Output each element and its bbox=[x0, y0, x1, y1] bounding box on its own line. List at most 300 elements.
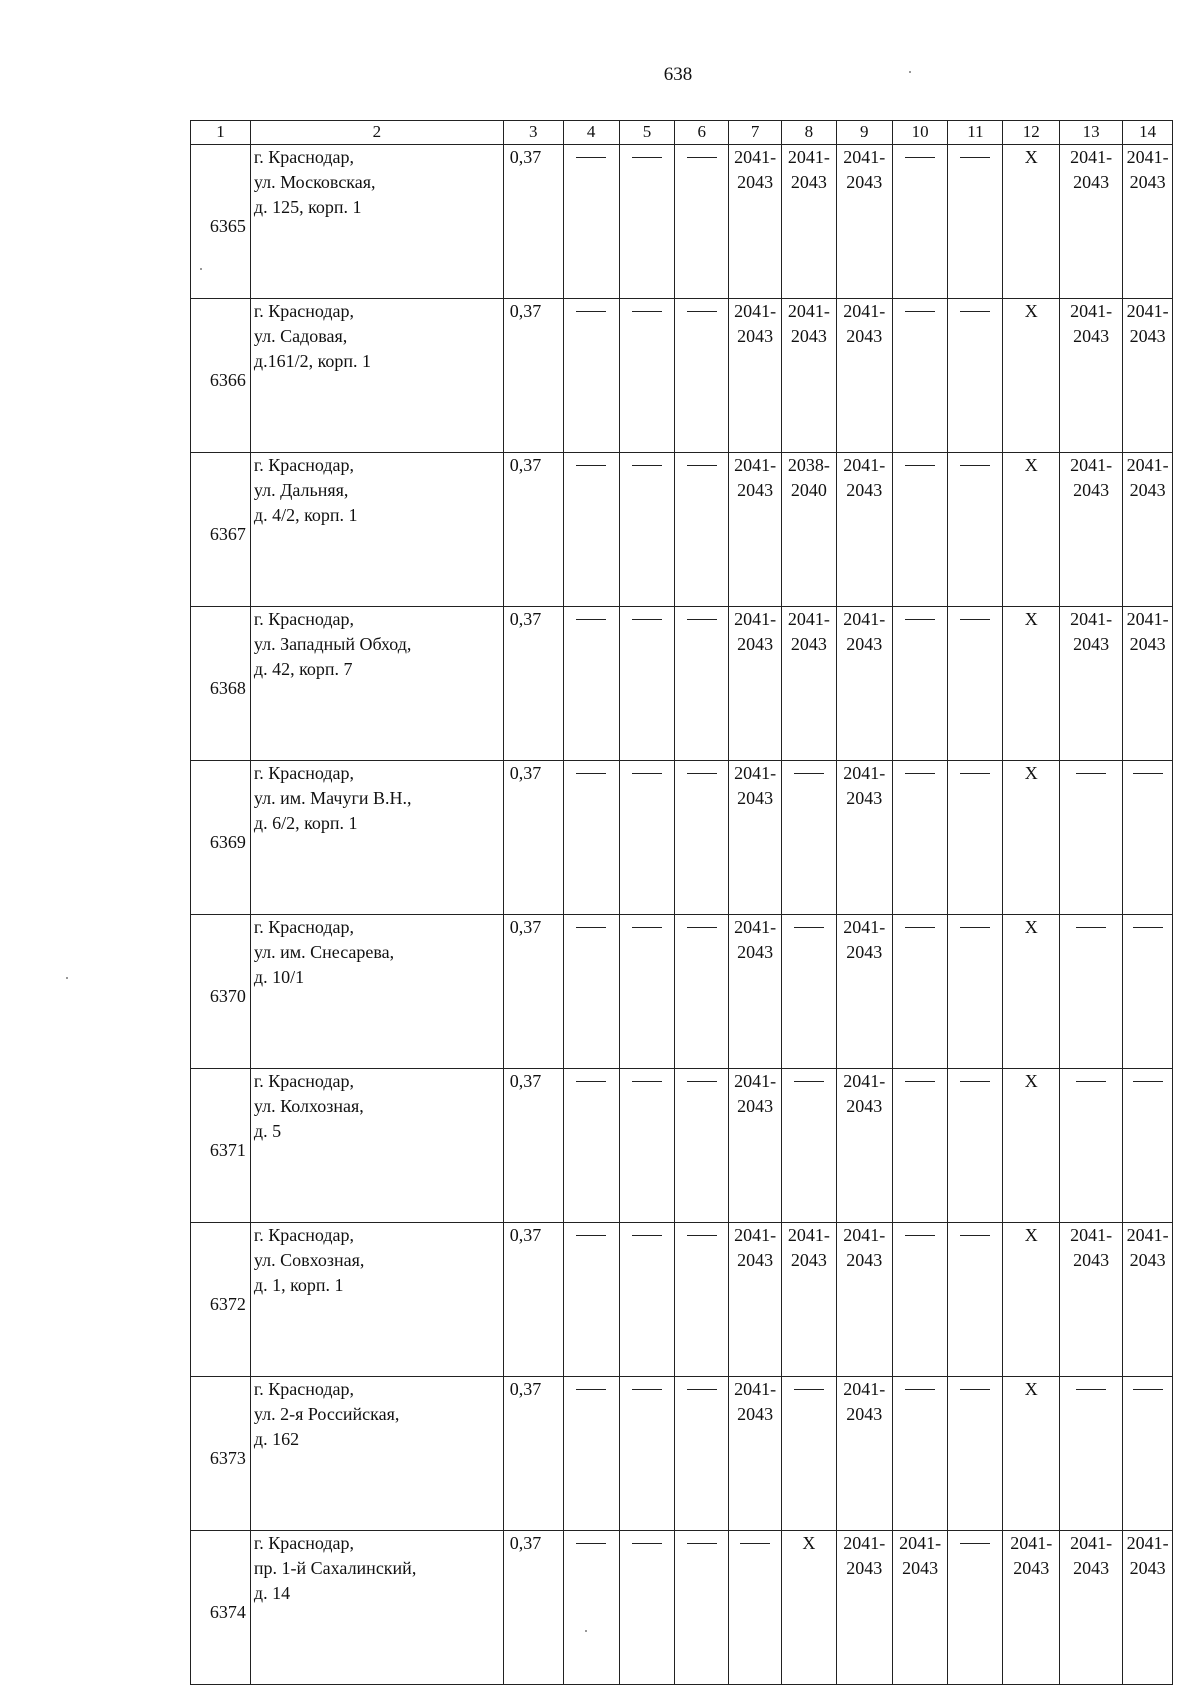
x-mark: X bbox=[1024, 455, 1038, 475]
address-line: д. 6/2, корп. 1 bbox=[253, 813, 358, 833]
address-line: д. 1, корп. 1 bbox=[253, 1275, 344, 1295]
column-header-9: 9 bbox=[836, 121, 892, 145]
value-cell-col-8 bbox=[781, 1069, 836, 1223]
value-cell-col-9 bbox=[836, 1223, 892, 1377]
value-cell-col-12 bbox=[1003, 145, 1060, 299]
dash-line bbox=[960, 927, 990, 928]
value-line: 0,37 bbox=[509, 1533, 542, 1553]
dash-line bbox=[576, 311, 606, 312]
value-cell-col-7 bbox=[729, 915, 782, 1069]
dash-line bbox=[576, 1543, 606, 1544]
value-cell-col-8 bbox=[781, 1531, 836, 1685]
value-cell-col-7 bbox=[729, 761, 782, 915]
value-cell-col-11 bbox=[948, 761, 1003, 915]
dash-line bbox=[632, 311, 662, 312]
value-line: 0,37 bbox=[509, 1379, 542, 1399]
dash-line bbox=[576, 773, 606, 774]
address-line: г. Краснодар, bbox=[253, 763, 355, 783]
address-cell bbox=[250, 145, 503, 299]
dash-line bbox=[1076, 1389, 1106, 1390]
address-line: д. 10/1 bbox=[253, 967, 305, 987]
value-cell-col-5 bbox=[619, 761, 675, 915]
dash-line bbox=[794, 1389, 824, 1390]
value-cell-col-5 bbox=[619, 145, 675, 299]
value-line: 2041- bbox=[843, 455, 886, 475]
value-line: 2043 bbox=[1013, 1558, 1050, 1578]
value-cell-col-5 bbox=[619, 607, 675, 761]
value-cell-col-5 bbox=[619, 453, 675, 607]
value-line: 2041- bbox=[899, 1533, 942, 1553]
value-cell-col-9 bbox=[836, 299, 892, 453]
value-line: 2043 bbox=[737, 788, 774, 808]
value-line: 2041- bbox=[1126, 609, 1169, 629]
value-cell-col-3 bbox=[503, 1223, 563, 1377]
address-line: ул. Дальняя, bbox=[253, 480, 349, 500]
value-cell-col-4 bbox=[563, 1069, 619, 1223]
address-line: г. Краснодар, bbox=[253, 1533, 355, 1553]
address-cell bbox=[250, 453, 503, 607]
value-cell-col-9 bbox=[836, 1069, 892, 1223]
value-cell-col-6 bbox=[675, 915, 729, 1069]
value-cell-col-6 bbox=[675, 1223, 729, 1377]
dash-line bbox=[632, 927, 662, 928]
column-header-3: 3 bbox=[503, 121, 563, 145]
row-number: 6372 bbox=[191, 1223, 251, 1377]
table-row bbox=[191, 299, 1173, 453]
value-cell-col-7 bbox=[729, 607, 782, 761]
value-cell-col-10 bbox=[892, 1377, 948, 1531]
x-mark: X bbox=[1024, 301, 1038, 321]
value-line: 0,37 bbox=[509, 301, 542, 321]
value-cell-col-4 bbox=[563, 299, 619, 453]
dash-line bbox=[687, 1235, 717, 1236]
address-line: ул. Западный Обход, bbox=[253, 634, 412, 654]
value-line: 2043 bbox=[790, 326, 827, 346]
value-line: 2041- bbox=[1070, 1533, 1113, 1553]
column-header-6: 6 bbox=[675, 121, 729, 145]
value-cell-col-12 bbox=[1003, 299, 1060, 453]
value-cell-col-10 bbox=[892, 299, 948, 453]
value-cell-col-3 bbox=[503, 145, 563, 299]
table-row bbox=[191, 1531, 1173, 1685]
address-line: д. 5 bbox=[253, 1121, 282, 1141]
dash-line bbox=[687, 1389, 717, 1390]
value-line: 2041- bbox=[1126, 455, 1169, 475]
value-line: 2041- bbox=[1126, 1533, 1169, 1553]
column-header-12: 12 bbox=[1003, 121, 1060, 145]
column-number-header bbox=[191, 121, 1173, 145]
value-line: 2041- bbox=[843, 301, 886, 321]
column-header-14: 14 bbox=[1123, 121, 1173, 145]
value-cell-col-6 bbox=[675, 145, 729, 299]
value-cell-col-7 bbox=[729, 1223, 782, 1377]
dash-line bbox=[905, 619, 935, 620]
value-line: 2043 bbox=[1073, 326, 1110, 346]
value-cell-col-12 bbox=[1003, 761, 1060, 915]
value-line: 0,37 bbox=[509, 609, 542, 629]
value-cell-col-9 bbox=[836, 607, 892, 761]
dash-line bbox=[960, 1389, 990, 1390]
table-row bbox=[191, 1069, 1173, 1223]
dash-line bbox=[905, 927, 935, 928]
address-line: пр. 1-й Сахалинский, bbox=[253, 1558, 417, 1578]
address-line: д. 125, корп. 1 bbox=[253, 197, 362, 217]
value-cell-col-14 bbox=[1123, 915, 1173, 1069]
value-line: 2041- bbox=[843, 917, 886, 937]
value-line: 0,37 bbox=[509, 1225, 542, 1245]
dash-line bbox=[960, 1081, 990, 1082]
value-cell-col-6 bbox=[675, 1377, 729, 1531]
dash-line bbox=[1133, 927, 1163, 928]
table-row bbox=[191, 1377, 1173, 1531]
address-cell bbox=[250, 1377, 503, 1531]
dash-line bbox=[632, 773, 662, 774]
value-cell-col-3 bbox=[503, 761, 563, 915]
column-header-7: 7 bbox=[729, 121, 782, 145]
address-line: г. Краснодар, bbox=[253, 301, 355, 321]
value-cell-col-3 bbox=[503, 1531, 563, 1685]
dash-line bbox=[905, 311, 935, 312]
dash-line bbox=[960, 465, 990, 466]
value-cell-col-7 bbox=[729, 145, 782, 299]
address-cell bbox=[250, 915, 503, 1069]
value-line: 2041- bbox=[734, 455, 777, 475]
dash-line bbox=[576, 157, 606, 158]
value-line: 2043 bbox=[846, 634, 883, 654]
value-line: 2043 bbox=[1073, 480, 1110, 500]
value-line: 0,37 bbox=[509, 917, 542, 937]
value-line: 2041- bbox=[734, 301, 777, 321]
value-cell-col-3 bbox=[503, 453, 563, 607]
address-line: ул. Колхозная, bbox=[253, 1096, 364, 1116]
value-cell-col-14 bbox=[1123, 299, 1173, 453]
dash-line bbox=[794, 927, 824, 928]
address-line: г. Краснодар, bbox=[253, 1071, 355, 1091]
value-cell-col-13 bbox=[1060, 1223, 1123, 1377]
value-line: 2041- bbox=[843, 147, 886, 167]
dash-line bbox=[794, 773, 824, 774]
value-cell-col-6 bbox=[675, 1531, 729, 1685]
table-row bbox=[191, 1223, 1173, 1377]
value-line: 2043 bbox=[846, 480, 883, 500]
row-number: 6373 bbox=[191, 1377, 251, 1531]
value-line: 2043 bbox=[846, 1404, 883, 1424]
value-cell-col-5 bbox=[619, 1377, 675, 1531]
value-line: 2041- bbox=[843, 1379, 886, 1399]
value-line: 2043 bbox=[846, 1096, 883, 1116]
value-cell-col-10 bbox=[892, 761, 948, 915]
value-cell-col-11 bbox=[948, 299, 1003, 453]
value-cell-col-12 bbox=[1003, 453, 1060, 607]
value-cell-col-11 bbox=[948, 453, 1003, 607]
value-line: 2043 bbox=[1073, 1250, 1110, 1270]
value-cell-col-13 bbox=[1060, 607, 1123, 761]
dash-line bbox=[632, 1389, 662, 1390]
value-cell-col-11 bbox=[948, 607, 1003, 761]
value-line: 2043 bbox=[737, 1096, 774, 1116]
dash-line bbox=[687, 311, 717, 312]
column-header-8: 8 bbox=[781, 121, 836, 145]
dash-line bbox=[960, 619, 990, 620]
value-line: 2043 bbox=[1129, 480, 1166, 500]
value-cell-col-10 bbox=[892, 915, 948, 1069]
dash-line bbox=[740, 1543, 770, 1544]
value-line: 2041- bbox=[734, 1379, 777, 1399]
value-cell-col-7 bbox=[729, 1069, 782, 1223]
address-line: д.161/2, корп. 1 bbox=[253, 351, 372, 371]
value-line: 2041- bbox=[787, 147, 830, 167]
value-cell-col-6 bbox=[675, 607, 729, 761]
value-line: 0,37 bbox=[509, 1071, 542, 1091]
value-line: 2041- bbox=[843, 1225, 886, 1245]
value-cell-col-10 bbox=[892, 453, 948, 607]
dash-line bbox=[960, 157, 990, 158]
address-line: г. Краснодар, bbox=[253, 917, 355, 937]
value-line: 2041- bbox=[734, 147, 777, 167]
column-header-10: 10 bbox=[892, 121, 948, 145]
value-cell-col-8 bbox=[781, 145, 836, 299]
value-cell-col-9 bbox=[836, 453, 892, 607]
dash-line bbox=[1133, 1389, 1163, 1390]
x-mark: X bbox=[1024, 1225, 1038, 1245]
value-cell-col-11 bbox=[948, 915, 1003, 1069]
value-cell-col-5 bbox=[619, 915, 675, 1069]
address-line: г. Краснодар, bbox=[253, 609, 355, 629]
address-line: ул. Совхозная, bbox=[253, 1250, 365, 1270]
dash-line bbox=[576, 1389, 606, 1390]
value-line: 2041- bbox=[1126, 147, 1169, 167]
address-cell bbox=[250, 761, 503, 915]
value-line: 2043 bbox=[1129, 634, 1166, 654]
value-cell-col-7 bbox=[729, 299, 782, 453]
x-mark: X bbox=[1024, 917, 1038, 937]
value-line: 2041- bbox=[843, 1071, 886, 1091]
column-header-11: 11 bbox=[948, 121, 1003, 145]
value-line: 2041- bbox=[734, 1071, 777, 1091]
address-line: ул. им. Снесарева, bbox=[253, 942, 395, 962]
address-line: ул. Московская, bbox=[253, 172, 376, 192]
value-line: 2041- bbox=[843, 1533, 886, 1553]
value-cell-col-14 bbox=[1123, 1223, 1173, 1377]
row-number: 6367 bbox=[191, 453, 251, 607]
dash-line bbox=[687, 1081, 717, 1082]
column-header-4: 4 bbox=[563, 121, 619, 145]
dash-line bbox=[576, 927, 606, 928]
dash-line bbox=[905, 465, 935, 466]
schedule-table bbox=[190, 120, 1173, 1685]
dash-line bbox=[1133, 773, 1163, 774]
value-line: 2041- bbox=[734, 1225, 777, 1245]
value-line: 2041- bbox=[1070, 301, 1113, 321]
address-cell bbox=[250, 1069, 503, 1223]
dash-line bbox=[576, 619, 606, 620]
value-line: 2043 bbox=[737, 480, 774, 500]
value-cell-col-5 bbox=[619, 299, 675, 453]
dash-line bbox=[1133, 1081, 1163, 1082]
value-line: 2040 bbox=[790, 480, 827, 500]
address-line: ул. им. Мачуги В.Н., bbox=[253, 788, 412, 808]
value-cell-col-4 bbox=[563, 915, 619, 1069]
x-mark: X bbox=[1024, 763, 1038, 783]
dash-line bbox=[632, 1235, 662, 1236]
dash-line bbox=[687, 1543, 717, 1544]
dash-line bbox=[960, 1543, 990, 1544]
value-cell-col-3 bbox=[503, 1377, 563, 1531]
dash-line bbox=[905, 1081, 935, 1082]
value-line: 2043 bbox=[1073, 1558, 1110, 1578]
value-cell-col-7 bbox=[729, 1377, 782, 1531]
value-line: 2043 bbox=[846, 326, 883, 346]
value-line: 2043 bbox=[737, 634, 774, 654]
value-cell-col-12 bbox=[1003, 915, 1060, 1069]
dash-line bbox=[905, 157, 935, 158]
value-line: 2041- bbox=[843, 609, 886, 629]
address-line: д. 14 bbox=[253, 1583, 291, 1603]
value-line: 2043 bbox=[737, 326, 774, 346]
value-line: 2041- bbox=[787, 1225, 830, 1245]
dash-line bbox=[632, 1081, 662, 1082]
value-cell-col-8 bbox=[781, 453, 836, 607]
value-line: 2041- bbox=[787, 301, 830, 321]
address-line: д. 162 bbox=[253, 1429, 300, 1449]
x-mark: X bbox=[1024, 1379, 1038, 1399]
value-cell-col-4 bbox=[563, 453, 619, 607]
table-row bbox=[191, 607, 1173, 761]
value-cell-col-13 bbox=[1060, 145, 1123, 299]
value-line: 2043 bbox=[790, 634, 827, 654]
dash-line bbox=[576, 465, 606, 466]
page-number: 638 bbox=[663, 64, 693, 85]
value-cell-col-11 bbox=[948, 1531, 1003, 1685]
dash-line bbox=[1076, 773, 1106, 774]
value-cell-col-9 bbox=[836, 915, 892, 1069]
row-number: 6370 bbox=[191, 915, 251, 1069]
value-line: 2041- bbox=[734, 763, 777, 783]
value-cell-col-10 bbox=[892, 1531, 948, 1685]
value-cell-col-12 bbox=[1003, 1223, 1060, 1377]
value-line: 2041- bbox=[734, 609, 777, 629]
value-cell-col-13 bbox=[1060, 299, 1123, 453]
column-header-5: 5 bbox=[619, 121, 675, 145]
value-line: 2041- bbox=[1070, 455, 1113, 475]
value-cell-col-9 bbox=[836, 1377, 892, 1531]
dash-line bbox=[905, 773, 935, 774]
value-cell-col-5 bbox=[619, 1223, 675, 1377]
column-header-2: 2 bbox=[250, 121, 503, 145]
table-row bbox=[191, 453, 1173, 607]
value-cell-col-8 bbox=[781, 299, 836, 453]
dash-line bbox=[632, 619, 662, 620]
value-line: 2043 bbox=[1129, 172, 1166, 192]
address-cell bbox=[250, 1531, 503, 1685]
value-cell-col-8 bbox=[781, 607, 836, 761]
value-line: 2043 bbox=[1129, 326, 1166, 346]
value-line: 2043 bbox=[1129, 1558, 1166, 1578]
value-cell-col-7 bbox=[729, 1531, 782, 1685]
dash-line bbox=[960, 773, 990, 774]
value-line: 2043 bbox=[737, 942, 774, 962]
row-number: 6368 bbox=[191, 607, 251, 761]
value-cell-col-12 bbox=[1003, 1531, 1060, 1685]
value-cell-col-10 bbox=[892, 1069, 948, 1223]
value-cell-col-14 bbox=[1123, 1069, 1173, 1223]
value-cell-col-12 bbox=[1003, 1069, 1060, 1223]
value-cell-col-14 bbox=[1123, 761, 1173, 915]
value-cell-col-5 bbox=[619, 1069, 675, 1223]
value-line: 2043 bbox=[846, 788, 883, 808]
value-cell-col-13 bbox=[1060, 1069, 1123, 1223]
value-line: 2043 bbox=[1129, 1250, 1166, 1270]
value-cell-col-3 bbox=[503, 607, 563, 761]
value-cell-col-13 bbox=[1060, 453, 1123, 607]
value-line: 2043 bbox=[737, 1250, 774, 1270]
value-line: 0,37 bbox=[509, 455, 542, 475]
address-cell bbox=[250, 607, 503, 761]
x-mark: X bbox=[1024, 1071, 1038, 1091]
value-line: 2043 bbox=[902, 1558, 939, 1578]
value-line: 2043 bbox=[737, 172, 774, 192]
value-cell-col-8 bbox=[781, 1377, 836, 1531]
value-cell-col-9 bbox=[836, 1531, 892, 1685]
value-line: 2038- bbox=[787, 455, 830, 475]
address-cell bbox=[250, 1223, 503, 1377]
value-line: 2043 bbox=[846, 1250, 883, 1270]
value-cell-col-14 bbox=[1123, 1531, 1173, 1685]
value-cell-col-9 bbox=[836, 761, 892, 915]
value-line: 2043 bbox=[790, 1250, 827, 1270]
value-cell-col-10 bbox=[892, 145, 948, 299]
value-cell-col-13 bbox=[1060, 915, 1123, 1069]
address-line: ул. Садовая, bbox=[253, 326, 348, 346]
row-number: 6366 bbox=[191, 299, 251, 453]
table-row bbox=[191, 145, 1173, 299]
value-line: 2043 bbox=[790, 172, 827, 192]
value-line: 2043 bbox=[1073, 634, 1110, 654]
address-line: д. 4/2, корп. 1 bbox=[253, 505, 358, 525]
dash-line bbox=[905, 1389, 935, 1390]
value-cell-col-12 bbox=[1003, 1377, 1060, 1531]
value-cell-col-10 bbox=[892, 1223, 948, 1377]
value-line: 2041- bbox=[1070, 609, 1113, 629]
dash-line bbox=[960, 1235, 990, 1236]
value-cell-col-3 bbox=[503, 915, 563, 1069]
value-line: 2041- bbox=[1126, 301, 1169, 321]
value-line: 2041- bbox=[1010, 1533, 1053, 1553]
value-cell-col-12 bbox=[1003, 607, 1060, 761]
value-cell-col-11 bbox=[948, 1377, 1003, 1531]
value-cell-col-4 bbox=[563, 1377, 619, 1531]
dash-line bbox=[687, 927, 717, 928]
dash-line bbox=[794, 1081, 824, 1082]
dash-line bbox=[1076, 1081, 1106, 1082]
address-line: ул. 2-я Российская, bbox=[253, 1404, 400, 1424]
dash-line bbox=[687, 773, 717, 774]
address-line: г. Краснодар, bbox=[253, 1225, 355, 1245]
dash-line bbox=[632, 465, 662, 466]
value-cell-col-13 bbox=[1060, 761, 1123, 915]
value-cell-col-10 bbox=[892, 607, 948, 761]
value-cell-col-8 bbox=[781, 761, 836, 915]
value-line: 2043 bbox=[737, 1404, 774, 1424]
value-cell-col-9 bbox=[836, 145, 892, 299]
value-line: 2043 bbox=[846, 172, 883, 192]
value-cell-col-14 bbox=[1123, 607, 1173, 761]
value-line: 0,37 bbox=[509, 763, 542, 783]
value-cell-col-4 bbox=[563, 761, 619, 915]
dash-line bbox=[576, 1081, 606, 1082]
address-line: д. 42, корп. 7 bbox=[253, 659, 353, 679]
dash-line bbox=[687, 619, 717, 620]
